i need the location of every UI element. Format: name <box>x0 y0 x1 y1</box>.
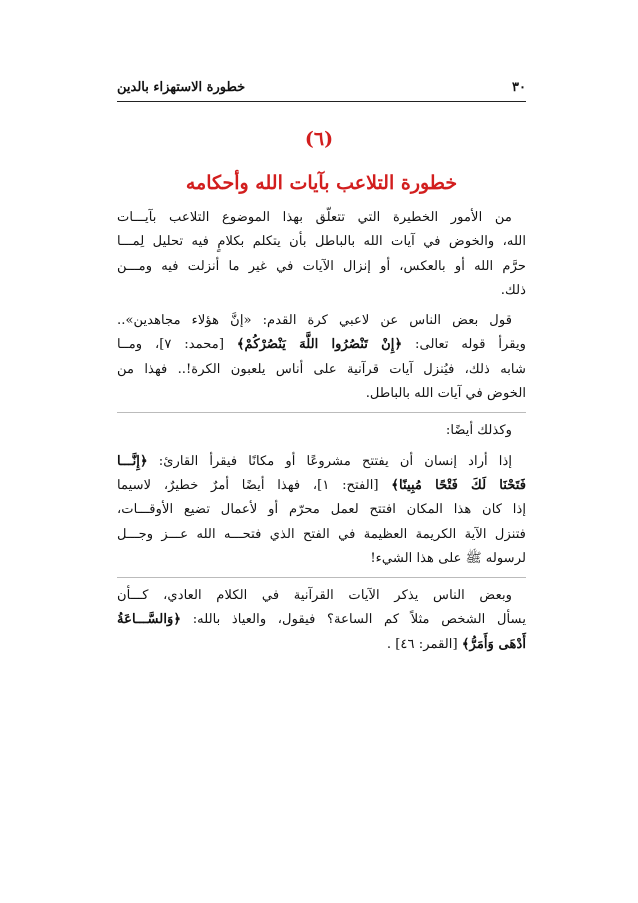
text-line <box>117 633 526 657</box>
text-line <box>117 333 526 357</box>
text-line <box>117 498 526 522</box>
running-header <box>117 80 526 95</box>
paragraph <box>117 450 526 571</box>
text-line <box>117 279 526 303</box>
body-text <box>117 206 526 663</box>
text-run: [محمد: ٧]، ومــا <box>117 337 237 353</box>
text-line <box>117 309 526 333</box>
quran-verse: ﴿إِنَّـــا <box>117 453 148 469</box>
text-line <box>117 608 526 632</box>
quran-verse: فَتَحْنَا لَكَ فَتْحًا مُبِينًا﴾ <box>391 477 526 493</box>
paragraph <box>117 309 526 406</box>
text-run: [القمر: ٤٦] . <box>386 636 462 652</box>
text-line <box>117 255 526 279</box>
text-run: لرسوله ﷺ على هذا الشيء! <box>370 550 526 566</box>
text-line <box>117 523 526 547</box>
text-run: من الأمور الخطيرة التي تتعلّق بهذا الموضوع التلاعب بآيـــات <box>117 210 512 225</box>
chapter-title: خطورة التلاعب بآيات الله وأحكامه <box>185 172 458 194</box>
text-line <box>117 206 526 230</box>
page-number: ٣٠ <box>512 80 526 95</box>
text-line <box>117 382 526 406</box>
text-run: الخوض في آيات الله بالباطل. <box>365 386 526 402</box>
quran-verse: ﴿إِنْ تَنْصُرُوا اللَّهَ يَنْصُرْكُمْ﴾ <box>236 337 403 353</box>
text-line <box>117 584 526 608</box>
text-line <box>117 419 526 443</box>
text-run: [الفتح: ١]، فهذا أيضًا أمرٌ خطيرٌ، لاسيما <box>117 477 392 493</box>
text-run: الله، والخوض في آيات الله بالباطل بأن يتكلم بكلامٍ فيه تحليل لِمـــا <box>117 234 526 250</box>
text-run: شابه ذلك، فيُنزل آيات قرآنية على أناس يلعبون الكرة!.. فهذا من <box>117 361 526 377</box>
text-run: حرَّم الله أو بالعكس، أو إنزال الآيات في غير ما أنزلت فيه ومـــن <box>117 258 526 274</box>
text-run: فتنزل الآية الكريمة العظيمة في الفتح الذي فتحـــه الله عـــز وجـــل <box>117 526 526 542</box>
text-line <box>117 450 526 474</box>
quran-verse: ﴿وَالسَّـــاعَةُ <box>117 612 182 628</box>
text-run: وبعض الناس يذكر الآيات القرآنية في الكلام العادي، كـــأن <box>117 588 512 604</box>
text-run: إذا أراد إنسان أن يفتتح مشروعًا أو مكانًا فيقرأ القارئ: <box>147 453 512 469</box>
text-run: إذا كان هذا المكان افتتح لعمل محرّم أو لأعمال تضيع الأوقـــات، <box>117 502 526 518</box>
quran-verse: أَدْهَى وَأَمَرُّ﴾ <box>461 636 526 652</box>
text-run: ذلك. <box>500 282 526 298</box>
paragraph <box>117 584 526 657</box>
text-run: قول بعض الناس عن لاعبي كرة القدم: «إنَّ هؤلاء مجاهدين».. <box>117 313 512 329</box>
paragraph <box>117 419 526 443</box>
text-line <box>117 547 526 571</box>
text-run: وكذلك أيضًا: <box>445 423 512 439</box>
chapter-number: (٦) <box>304 128 334 150</box>
text-run: ويقرأ قوله تعالى: <box>402 337 526 353</box>
text-line <box>117 358 526 382</box>
text-run: يسأل الشخص مثلاً كم الساعة؟ فيقول، والعياذ بالله: <box>181 612 526 628</box>
paragraph-separator <box>117 412 526 413</box>
text-line <box>117 474 526 498</box>
running-title: خطورة الاستهزاء بالدين <box>117 80 246 95</box>
paragraph-separator <box>117 577 526 578</box>
text-line <box>117 230 526 254</box>
header-rule <box>117 101 526 102</box>
paragraph <box>117 206 526 303</box>
